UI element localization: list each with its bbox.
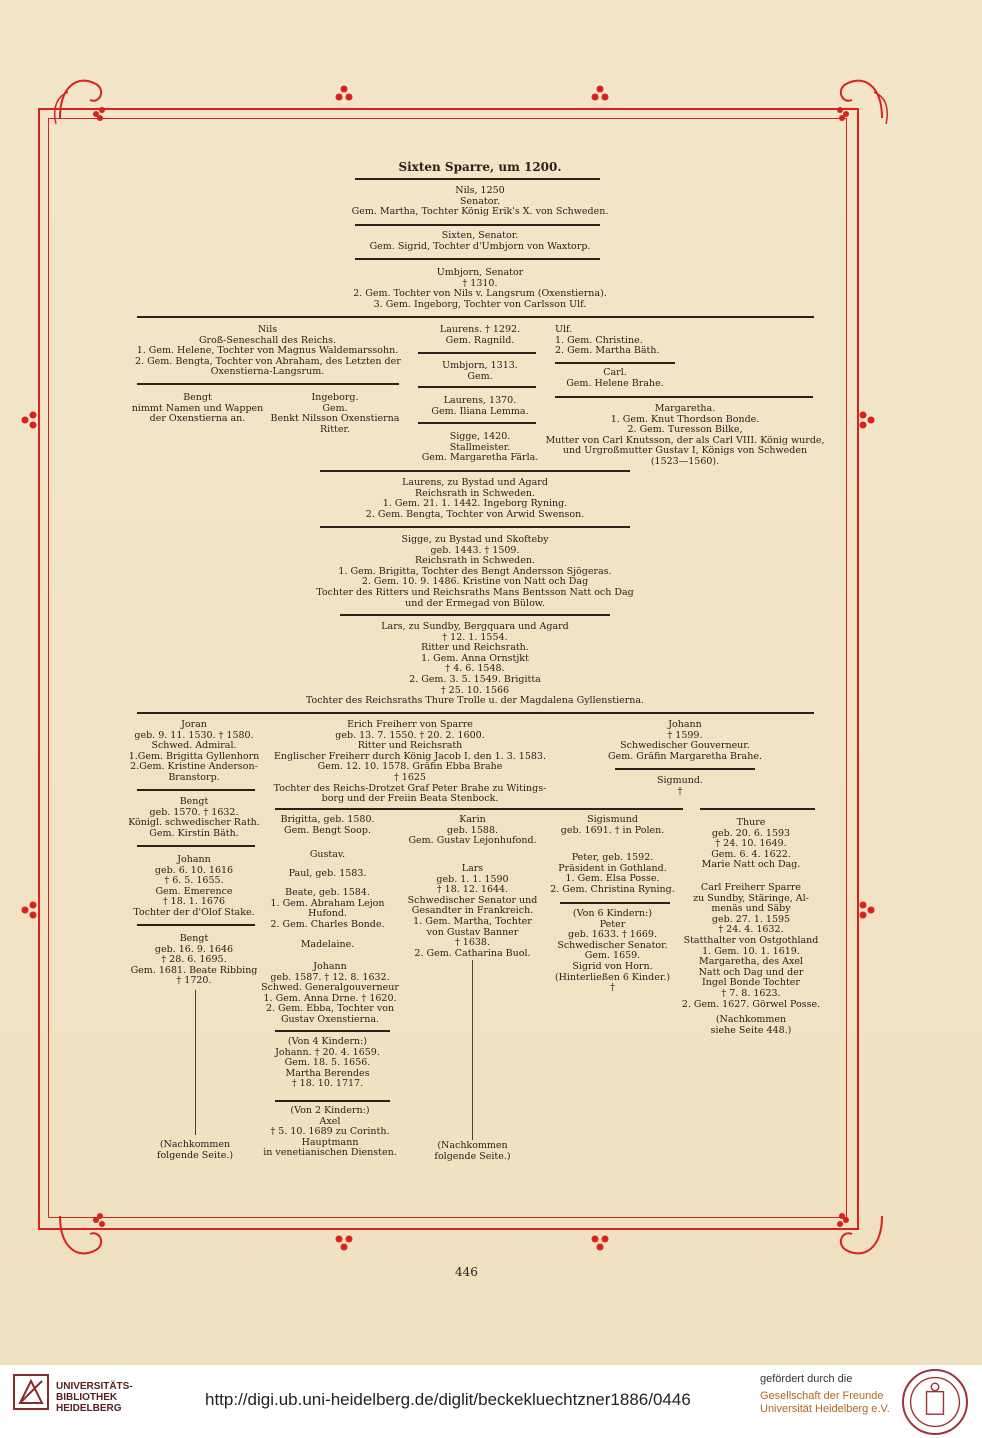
text-line: menäs und Säby bbox=[711, 903, 791, 915]
text-line: Johann bbox=[177, 854, 211, 865]
text-line: † bbox=[677, 785, 683, 797]
text-line: Nils bbox=[257, 324, 278, 335]
text-line: Senator. bbox=[460, 195, 500, 207]
entry-bengt bbox=[130, 393, 265, 425]
text-line: 2. Gem. Turesson Bilke, bbox=[627, 424, 743, 436]
text-line: Joran bbox=[181, 719, 207, 730]
text-line: 2.Gem. Kristine Anderson- bbox=[130, 761, 258, 773]
text-line: Erich Freiherr von Sparre bbox=[347, 719, 473, 730]
text-line: 2. Gem. Catharina Buol. bbox=[414, 947, 531, 959]
corner-ornament-icon bbox=[824, 66, 894, 136]
trefoil-ornament-icon bbox=[856, 900, 876, 920]
divider bbox=[137, 316, 814, 318]
text-line: 2. Gem. Tochter von Nils v. Langsrum (Oxenstierna). bbox=[353, 288, 607, 300]
entry-carl bbox=[555, 368, 675, 389]
text-line: Schwedischer Gouverneur. bbox=[620, 740, 750, 752]
funding-note: gefördert durch die bbox=[760, 1373, 853, 1385]
entry-bengt-1570 bbox=[128, 797, 260, 839]
trefoil-ornament-icon bbox=[334, 84, 354, 104]
text-line: Oxenstierna-Langsrum. bbox=[210, 366, 325, 378]
text-line: 3. Gem. Ingeborg, Tochter von Carlsson Ulf. bbox=[373, 298, 587, 310]
text-line: 1.Gem. Brigitta Gyllenhorn bbox=[128, 750, 260, 762]
society-name: Gesellschaft der Freunde Universität Heidelberg e.V. bbox=[760, 1390, 890, 1415]
divider bbox=[418, 352, 536, 354]
text-line: Brigitta, geb. 1580. bbox=[280, 814, 375, 825]
text-line: Bengt bbox=[179, 796, 209, 807]
text-line: und Urgroßmutter Gustav I, Königs von Schweden bbox=[562, 445, 808, 457]
divider bbox=[137, 383, 399, 385]
text-line: Stallmeister. bbox=[449, 441, 511, 453]
trefoil-ornament-icon bbox=[334, 1232, 354, 1252]
text-line: Paul, geb. 1583. bbox=[288, 868, 367, 879]
entry-peter-1592 bbox=[540, 853, 685, 895]
text-line: Präsident in Gothland. bbox=[558, 862, 667, 874]
text-line: Schwed. Generalgouverneur bbox=[261, 982, 399, 994]
text-line: Gem. 18. 5. 1656. bbox=[284, 1057, 371, 1069]
text-line: geb. 1588. bbox=[446, 824, 499, 836]
text-line: Groß-Seneschall des Reichs. bbox=[198, 334, 337, 346]
text-line: † 25. 10. 1566 bbox=[440, 684, 510, 696]
text-line: † 6. 5. 1655. bbox=[164, 875, 224, 887]
text-line: Branstorp. bbox=[168, 771, 220, 783]
text-line: Madelaine. bbox=[300, 939, 355, 950]
text-line: Hauptmann bbox=[301, 1136, 359, 1148]
entry-umbjorn bbox=[410, 361, 550, 382]
text-line: Mutter von Carl Knutsson, der als Carl VIII. König wurde, bbox=[545, 434, 825, 446]
text-line: 1. Gem. Anna Drne. † 1620. bbox=[263, 992, 397, 1004]
text-line: Gem. Kirstin Bäth. bbox=[149, 827, 239, 839]
text-line: Gem. Bengt Soop. bbox=[284, 824, 371, 836]
text-line: geb. 20. 6. 1593 bbox=[711, 827, 791, 839]
generation-sigge-bystad bbox=[300, 535, 650, 609]
text-line: Johann bbox=[313, 961, 347, 972]
text-line: 1. Gem. Helene, Tochter von Magnus Waldemarssohn. bbox=[136, 345, 399, 357]
text-line: Schwedischer Senator. bbox=[557, 939, 668, 951]
text-line: Martha Berendes bbox=[285, 1067, 370, 1079]
entry-carl-sparre bbox=[680, 883, 822, 1010]
text-line: (Nachkommen bbox=[437, 1140, 508, 1151]
library-logo-icon bbox=[12, 1373, 50, 1411]
text-line: Peter bbox=[599, 918, 626, 930]
text-line: zu Sundby, Stäringe, Al- bbox=[693, 892, 809, 904]
entry-karin bbox=[405, 815, 540, 847]
text-line: Gem. Gräfin Margaretha Brahe. bbox=[608, 750, 762, 762]
text-line: 1. Gem. Anna Ornstjkt bbox=[421, 652, 529, 664]
entry-johann-1587 bbox=[260, 962, 400, 1026]
divider bbox=[137, 789, 255, 791]
text-line: von Gustav Banner bbox=[426, 926, 519, 938]
text-line: Gesandter in Frankreich. bbox=[411, 905, 534, 917]
divider bbox=[320, 526, 630, 528]
descent-line bbox=[472, 960, 473, 1140]
text-line: 2. Gem. 3. 5. 1549. Brigitta bbox=[409, 673, 541, 685]
generation-umbjorn bbox=[320, 268, 640, 310]
text-line: Tochter des Reichsraths Thure Trolle u. der Magdalena Gyllenstierna. bbox=[305, 695, 645, 707]
divider bbox=[340, 614, 610, 616]
generation-sixten bbox=[340, 231, 620, 252]
text-line: † 1720. bbox=[176, 975, 212, 987]
footer-bar bbox=[0, 1365, 982, 1438]
text-line: Gem. 1681. Beate Ribbing bbox=[130, 964, 258, 976]
text-line: Natt och Dag und der bbox=[698, 966, 804, 978]
text-line: nimmt Namen und Wappen bbox=[131, 402, 264, 414]
text-line: † 18. 10. 1717. bbox=[291, 1078, 364, 1090]
entry-nils bbox=[135, 325, 400, 378]
divider bbox=[418, 422, 536, 424]
divider bbox=[418, 386, 536, 388]
descent-line bbox=[195, 990, 196, 1135]
trefoil-ornament-icon bbox=[20, 410, 40, 430]
text-line: (Nachkommen bbox=[715, 1014, 787, 1025]
text-line: † 5. 10. 1689 zu Corinth. bbox=[270, 1126, 390, 1138]
text-line: Gem. bbox=[322, 402, 348, 414]
text-line: Reichsrath in Schweden. bbox=[414, 487, 535, 499]
text-line: Statthalter von Ostgothland bbox=[683, 934, 819, 946]
text-line: geb. 13. 7. 1550. † 20. 2. 1600. bbox=[335, 729, 485, 741]
text-line: † 4. 6. 1548. bbox=[445, 663, 505, 675]
text-line: Gustav Oxenstierna. bbox=[280, 1013, 380, 1025]
text-line: Lars bbox=[461, 863, 484, 874]
text-line: Bengt bbox=[179, 933, 209, 944]
text-line: geb. 9. 11. 1530. † 1580. bbox=[134, 729, 254, 741]
generation-laurens-bystad bbox=[320, 478, 630, 520]
text-line: Gem. Helene Brahe. bbox=[566, 377, 664, 389]
entry-ingeborg bbox=[270, 393, 400, 435]
text-line: Sigge, 1420. bbox=[449, 431, 511, 442]
divider bbox=[700, 808, 815, 810]
text-line: Umbjorn, 1313. bbox=[442, 360, 518, 371]
trefoil-ornament-icon bbox=[590, 1232, 610, 1252]
text-line: † 24. 4. 1632. bbox=[718, 924, 784, 936]
text-line: Gem. Gustav Lejonhufond. bbox=[408, 835, 537, 847]
text-line: Sigismund bbox=[587, 814, 638, 825]
divider bbox=[355, 258, 600, 260]
entry-johann-1616 bbox=[128, 855, 260, 919]
text-line: folgende Seite.) bbox=[434, 1150, 511, 1162]
entry-thure bbox=[690, 818, 812, 871]
text-line: Axel bbox=[319, 1115, 341, 1127]
trefoil-ornament-icon bbox=[590, 84, 610, 104]
text-line: Hufond. bbox=[308, 908, 347, 920]
text-line: Königl. schwedischer Rath. bbox=[128, 817, 260, 829]
text-line: Ritter und Reichsrath bbox=[357, 740, 463, 752]
divider bbox=[555, 396, 813, 398]
generation-lars-sundby bbox=[290, 622, 660, 707]
divider bbox=[275, 808, 683, 810]
text-line: Umbjorn, Senator bbox=[436, 267, 524, 278]
text-line: geb. 1633. † 1669. bbox=[567, 929, 657, 941]
corner-ornament-icon bbox=[48, 1198, 118, 1268]
divider bbox=[137, 712, 814, 714]
text-line: Gem. 12. 10. 1578. Gräfin Ebba Brahe bbox=[317, 761, 503, 773]
entry-bengt-1646 bbox=[128, 934, 260, 987]
text-line: geb. 6. 10. 1616 bbox=[154, 864, 234, 876]
text-line: Gem. Sigrid, Tochter d'Umbjorn von Waxtorp. bbox=[369, 240, 591, 252]
entry-lars-1590 bbox=[405, 864, 540, 959]
entry-laurens bbox=[410, 325, 550, 346]
text-line: 2. Gem. Charles Bonde. bbox=[270, 918, 385, 930]
text-line: Beate, geb. 1584. bbox=[285, 887, 370, 898]
text-line: Gem. 1659. bbox=[584, 950, 641, 962]
text-line: geb. 27. 1. 1595 bbox=[711, 913, 791, 925]
text-line: Gem. Ragnild. bbox=[445, 334, 515, 346]
entry-von-2-kindern bbox=[260, 1106, 400, 1159]
text-line: (Von 4 Kindern:) bbox=[287, 1036, 368, 1047]
text-line: † 24. 10. 1649. bbox=[715, 838, 787, 850]
divider bbox=[355, 224, 600, 226]
text-line: Englischer Freiherr durch König Jacob I. den 1. 3. 1583. bbox=[274, 750, 546, 762]
text-line: Johann. † 20. 4. 1659. bbox=[275, 1046, 380, 1058]
divider bbox=[555, 362, 675, 364]
entry-ulf bbox=[555, 325, 675, 357]
text-line: folgende Seite.) bbox=[156, 1149, 234, 1161]
text-line: geb. 1587. † 12. 8. 1632. bbox=[270, 971, 390, 983]
text-line: Ritter. bbox=[320, 423, 350, 435]
divider bbox=[320, 470, 630, 472]
text-line: Sixten, Senator. bbox=[441, 230, 519, 241]
entry-von-4-kindern bbox=[265, 1037, 390, 1090]
entry-erich-sparre bbox=[265, 720, 555, 805]
text-line: Bengt bbox=[183, 392, 212, 403]
text-line: † 12. 1. 1554. bbox=[442, 631, 508, 643]
text-line: Gem. 6. 4. 1622. bbox=[711, 848, 791, 860]
entry-joran bbox=[128, 720, 260, 784]
divider bbox=[275, 1030, 390, 1032]
entry-johann-1599 bbox=[585, 720, 785, 762]
text-line: der Oxenstierna an. bbox=[149, 413, 246, 425]
text-line: † 1638. bbox=[455, 937, 490, 949]
text-line: 2. Gem. Christina Ryning. bbox=[550, 883, 675, 895]
text-line: Carl Freiherr Sparre bbox=[700, 882, 802, 893]
text-line: Lars, zu Sundby, Bergquara und Agard bbox=[381, 621, 569, 632]
divider bbox=[137, 924, 255, 926]
note-descendants-middle bbox=[415, 1141, 530, 1162]
text-line: † 7. 8. 1623. bbox=[721, 987, 781, 999]
text-line: Gem. Margaretha Färla. bbox=[421, 452, 539, 464]
text-line: † 1599. bbox=[667, 729, 703, 741]
divider bbox=[137, 845, 255, 847]
text-line: Schwed. Admiral. bbox=[151, 740, 237, 752]
text-line: † bbox=[610, 982, 615, 994]
text-line: 1. Gem. 21. 1. 1442. Ingeborg Ryning. bbox=[382, 498, 568, 510]
text-line: Benkt Nilsson Oxenstierna bbox=[270, 413, 400, 425]
text-line: † 18. 12. 1644. bbox=[436, 884, 509, 896]
entry-laurens-1370 bbox=[405, 396, 555, 417]
text-line: (Hinterließen 6 Kinder.) bbox=[554, 971, 671, 983]
entry-paul bbox=[265, 869, 390, 880]
text-line: Ulf. bbox=[555, 324, 573, 335]
entry-sigmund bbox=[620, 776, 740, 797]
text-line: Tochter des Ritters und Reichsraths Mans Bentsson Natt och Dag bbox=[316, 586, 634, 598]
text-line: 1. Gem. Knut Thordson Bonde. bbox=[610, 413, 760, 425]
text-line: Johann bbox=[668, 719, 702, 730]
entry-beate bbox=[265, 888, 390, 930]
text-line: Margaretha. bbox=[654, 403, 716, 414]
text-line: Karin bbox=[459, 814, 486, 825]
text-line: 1. Gem. Abraham Lejon bbox=[270, 897, 385, 909]
text-line: (Nachkommen bbox=[159, 1139, 231, 1150]
text-line: Ingeborg. bbox=[311, 392, 359, 403]
page-title: Sixten Sparre, um 1200. bbox=[398, 160, 562, 174]
text-line: Gem. Emerence bbox=[155, 885, 233, 897]
text-line: in venetianischen Diensten. bbox=[263, 1147, 397, 1159]
entry-margaretha bbox=[545, 404, 825, 468]
entry-brigitta bbox=[265, 815, 390, 836]
text-line: Thure bbox=[736, 817, 766, 828]
note-descendants-right bbox=[690, 1015, 812, 1036]
text-line: Sigge, zu Bystad und Skofteby bbox=[401, 534, 549, 545]
text-line: geb. 16. 9. 1646 bbox=[154, 943, 234, 955]
note-descendants-left bbox=[140, 1140, 250, 1161]
text-line: Sigrid von Horn. bbox=[572, 960, 653, 972]
entry-sigge-1420 bbox=[405, 432, 555, 464]
generation-nils bbox=[340, 186, 620, 218]
divider bbox=[355, 178, 600, 180]
text-line: borg und der Freiin Beata Stenbock. bbox=[321, 793, 499, 805]
university-seal-icon bbox=[902, 1369, 968, 1435]
text-line: 2. Gem. 10. 9. 1486. Kristine von Natt och Dag bbox=[361, 576, 589, 588]
text-line: Sigmund. bbox=[657, 775, 703, 786]
text-line: Nils, 1250 bbox=[455, 185, 505, 196]
text-line: 2. Gem. Ebba, Tochter von bbox=[265, 1003, 395, 1015]
text-line: Laurens, 1370. bbox=[443, 395, 517, 406]
corner-ornament-icon bbox=[48, 66, 118, 136]
text-line: siehe Seite 448.) bbox=[710, 1024, 792, 1036]
text-line: 1. Gem. Brigitta, Tochter des Bengt Andersson Sjögeras. bbox=[338, 565, 612, 577]
corner-ornament-icon bbox=[824, 1198, 894, 1268]
text-line: geb. 1691. † in Polen. bbox=[560, 824, 665, 836]
text-line: Margaretha, des Axel bbox=[699, 956, 803, 968]
text-line: (1523—1560). bbox=[650, 455, 720, 467]
divider bbox=[560, 902, 670, 904]
text-line: Tochter des Reichs-Drotzet Graf Peter Brahe zu Witings- bbox=[273, 782, 547, 794]
entry-sigismund bbox=[545, 815, 680, 836]
text-line: 2. Gem. 1627. Görwel Posse. bbox=[681, 998, 821, 1010]
library-name: UNIVERSITÄTS- BIBLIOTHEK HEIDELBERG bbox=[56, 1381, 133, 1414]
text-line: Gem. bbox=[467, 370, 493, 382]
source-url-link[interactable]: http://digi.ub.uni-heidelberg.de/diglit/beckekluechtzner1886/0446 bbox=[205, 1390, 691, 1409]
text-line: 1. Gem. Martha, Tochter bbox=[413, 915, 532, 927]
text-line: † 28. 6. 1695. bbox=[161, 954, 227, 966]
trefoil-ornament-icon bbox=[20, 900, 40, 920]
text-line: und der Ermegad von Bülow. bbox=[405, 597, 545, 609]
text-line: Carl. bbox=[603, 367, 627, 378]
text-line: (Von 6 Kindern:) bbox=[572, 908, 653, 919]
text-line: Laurens. † 1292. bbox=[439, 324, 521, 335]
trefoil-ornament-icon bbox=[856, 410, 876, 430]
text-line: Tochter der d'Olof Stake. bbox=[133, 906, 255, 918]
text-line: 2. Gem. Bengta, Tochter von Arwid Swenson. bbox=[365, 508, 585, 520]
entry-von-6-kindern bbox=[540, 909, 685, 994]
text-line: geb. 1570. † 1632. bbox=[149, 806, 239, 818]
text-line: Peter, geb. 1592. bbox=[571, 852, 654, 863]
entry-madelaine bbox=[265, 940, 390, 951]
text-line: Reichsrath in Schweden. bbox=[414, 555, 535, 567]
text-line: geb. 1. 1. 1590 bbox=[436, 873, 509, 885]
text-line: (Von 2 Kindern:) bbox=[290, 1105, 370, 1116]
text-line: † 18. 1. 1676 bbox=[162, 896, 226, 908]
text-line: † 1625 bbox=[394, 771, 426, 783]
text-line: geb. 1443. † 1509. bbox=[430, 544, 520, 556]
text-line: Marie Natt och Dag. bbox=[701, 859, 801, 871]
page-number: 446 bbox=[455, 1265, 478, 1279]
text-line: Schwedischer Senator und bbox=[407, 894, 538, 906]
text-line: 1. Gem. 10. 1. 1619. bbox=[702, 945, 800, 957]
text-line: Gustav. bbox=[309, 849, 346, 860]
text-line: Gem. Martha, Tochter König Erik's X. von Schweden. bbox=[351, 206, 609, 218]
text-line: 2. Gem. Bengta, Tochter von Abraham, des Letzten der bbox=[135, 355, 401, 367]
text-line: 1. Gem. Christine. bbox=[555, 334, 643, 346]
entry-gustav bbox=[265, 850, 390, 861]
divider bbox=[615, 768, 755, 770]
text-line: 2. Gem. Martha Bäth. bbox=[555, 345, 660, 357]
text-line: Ingel Bonde Tochter bbox=[702, 977, 800, 989]
text-line: Ritter und Reichsrath. bbox=[421, 642, 529, 654]
text-line: † 1310. bbox=[462, 277, 498, 289]
text-line: Gem. Iliana Lemma. bbox=[431, 405, 529, 417]
text-line: 1. Gem. Elsa Posse. bbox=[565, 873, 660, 885]
divider bbox=[275, 1100, 390, 1102]
text-line: Laurens, zu Bystad und Agard bbox=[402, 477, 548, 488]
